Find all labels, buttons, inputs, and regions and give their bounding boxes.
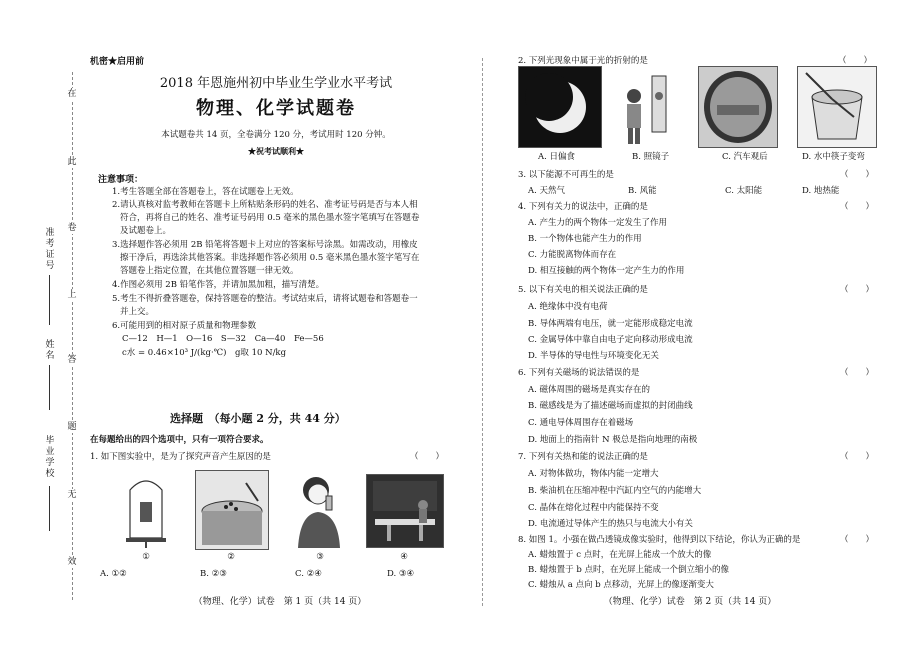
q2-option-a[interactable]: A. 日偏食 bbox=[538, 152, 576, 162]
exam-page-2 bbox=[460, 0, 920, 650]
q8-option-c[interactable]: C. 蜡烛从 a 点向 b 点移动，光屏上的像逐渐变大 bbox=[528, 580, 714, 590]
notice-title: 注意事项： bbox=[98, 175, 144, 185]
answer-paren-4[interactable]: （ ） bbox=[840, 202, 875, 212]
answer-paren-2[interactable]: （ ） bbox=[838, 56, 873, 66]
figure-label: ① bbox=[142, 552, 150, 562]
q1-option-b[interactable]: B. ②③ bbox=[200, 569, 227, 579]
question-5: 5. 以下有关电的相关说法正确的是 bbox=[518, 285, 648, 295]
notice-line: 6.可能用到的相对原子质量和物理参数 bbox=[112, 321, 257, 331]
q7-option-d[interactable]: D. 电流通过导体产生的热只与电流大小有关 bbox=[528, 519, 693, 529]
exam-info: 本试题卷共 14 页，全卷满分 120 分，考试用时 120 分钟。 bbox=[161, 130, 391, 140]
notice-line: 擦干净后，再选涂其他答案。非选择题作答必须用 0.5 毫米黑色墨水签字笔写在 bbox=[120, 253, 420, 263]
binding-char: 效 bbox=[67, 557, 77, 567]
page-footer: （物理、化学）试卷 第 1 页（共 14 页） bbox=[193, 597, 367, 607]
q7-option-b[interactable]: B. 柴油机在压缩冲程中汽缸内空气的内能增大 bbox=[528, 486, 702, 496]
q4-option-d[interactable]: D. 相互接触的两个物体一定产生力的作用 bbox=[528, 266, 685, 276]
bell-jar-figure bbox=[122, 468, 170, 548]
exam-number-field[interactable] bbox=[49, 275, 50, 325]
question-8: 8. 如图 1。小强在做凸透镜成像实验时，他得到以下结论，你认为正确的是 bbox=[518, 535, 801, 545]
secret-label: 机密★启用前 bbox=[90, 57, 145, 67]
answer-paren-1[interactable]: （ ） bbox=[410, 452, 445, 462]
figure-label: ③ bbox=[316, 552, 324, 562]
wish-text: ★祝考试顺利★ bbox=[248, 146, 304, 156]
exam-title: 2018 年恩施州初中毕业生学业水平考试 bbox=[159, 76, 393, 91]
binding-char: 在 bbox=[67, 89, 77, 99]
q3-option-d[interactable]: D. 地热能 bbox=[802, 186, 840, 196]
answer-paren-5[interactable]: （ ） bbox=[840, 285, 875, 295]
boy-speaking-figure bbox=[292, 468, 348, 548]
school-label: 毕业学校 bbox=[45, 436, 55, 479]
notice-line: 2.请认真核对监考教师在答题卡上所粘贴条形码的姓名、准考证号码是否与本人相 bbox=[112, 200, 418, 210]
q6-option-d[interactable]: D. 地面上的指南针 N 极总是指向地理的南极 bbox=[528, 435, 698, 445]
page-footer: （物理、化学）试卷 第 2 页（共 14 页） bbox=[603, 597, 777, 607]
q1-option-d[interactable]: D. ③④ bbox=[387, 569, 415, 579]
q3-option-c[interactable]: C. 太阳能 bbox=[725, 186, 763, 196]
car-mirror-image bbox=[698, 66, 778, 148]
binding-char: 题 bbox=[67, 422, 77, 432]
q7-option-a[interactable]: A. 对物体做功，物体内能一定增大 bbox=[528, 469, 659, 479]
q2-option-b[interactable]: B. 照镜子 bbox=[632, 152, 670, 162]
drum-figure bbox=[195, 470, 269, 550]
q2-option-d[interactable]: D. 水中筷子变弯 bbox=[802, 152, 865, 162]
notice-line: 5.考生不得折叠答题卷，保持答题卷的整洁。考试结束后，请将试题卷和答题卷一 bbox=[112, 294, 418, 304]
notice-line: 1.考生答题全部在答题卷上，答在试题卷上无效。 bbox=[112, 187, 299, 197]
figure-label: ② bbox=[227, 552, 235, 562]
binding-char: 无 bbox=[67, 490, 77, 500]
q5-option-d[interactable]: D. 半导体的导电性与环境变化无关 bbox=[528, 351, 659, 361]
exam-subject-title: 物理、化学试题卷 bbox=[196, 98, 356, 119]
answer-paren-3[interactable]: （ ） bbox=[840, 170, 875, 180]
q6-option-a[interactable]: A. 磁体周围的磁场是真实存在的 bbox=[528, 385, 651, 395]
q4-option-b[interactable]: B. 一个物体也能产生力的作用 bbox=[528, 234, 642, 244]
binding-char: 此 bbox=[67, 157, 77, 167]
question-7: 7. 下列有关热和能的说法正确的是 bbox=[518, 452, 648, 462]
q5-option-c[interactable]: C. 金属导体中靠自由电子定向移动形成电流 bbox=[528, 335, 693, 345]
q2-option-c[interactable]: C. 汽车观后 bbox=[722, 152, 768, 162]
q4-option-a[interactable]: A. 产生力的两个物体一定发生了作用 bbox=[528, 218, 668, 228]
binding-char: 上 bbox=[67, 290, 77, 300]
notice-line: 及试题卷上。 bbox=[120, 226, 172, 236]
question-6: 6. 下列有关磁场的说法错误的是 bbox=[518, 368, 640, 378]
q4-option-c[interactable]: C. 力能脱离物体而存在 bbox=[528, 250, 617, 260]
chopstick-water-image bbox=[797, 66, 877, 148]
notice-line: 4.作图必须用 2B 铅笔作答，并请加黑加粗，描写清楚。 bbox=[112, 280, 325, 290]
notice-line: 符合，再将自己的姓名、准考证号码用 0.5 毫米的黑色墨水签字笔填写在答题卷 bbox=[120, 213, 420, 223]
binding-char: 答 bbox=[67, 355, 77, 365]
atomic-masses: C—12 H—1 O—16 S—32 Ca—40 Fe—56 bbox=[122, 334, 324, 344]
school-field[interactable] bbox=[49, 486, 50, 531]
notice-line: 3.选择题作答必须用 2B 铅笔将答题卡上对应的答案标号涂黑。如需改动，用橡皮 bbox=[112, 240, 418, 250]
solar-eclipse-image bbox=[518, 66, 602, 148]
question-1: 1. 如下图实验中，是为了探究声音产生原因的是 bbox=[90, 452, 271, 462]
figure-label: ④ bbox=[400, 552, 408, 562]
exam-number-label: 准考证号 bbox=[45, 228, 55, 271]
physics-params: c水 = 0.46×10³ J/(kg·℃) g取 10 N/kg bbox=[122, 348, 287, 358]
notice-line: 并上交。 bbox=[120, 307, 155, 317]
question-4: 4. 下列有关力的说法中，正确的是 bbox=[518, 202, 648, 212]
answer-paren-7[interactable]: （ ） bbox=[840, 452, 875, 462]
question-3: 3. 以下能源不可再生的是 bbox=[518, 170, 614, 180]
q1-option-a[interactable]: A. ①② bbox=[100, 569, 127, 579]
q3-option-a[interactable]: A. 天然气 bbox=[528, 186, 566, 196]
q1-option-c[interactable]: C. ②④ bbox=[295, 569, 322, 579]
q8-option-a[interactable]: A. 蜡烛置于 c 点时，在光屏上能成一个放大的像 bbox=[528, 550, 712, 560]
q5-option-b[interactable]: B. 导体两端有电压，就一定能形成稳定电流 bbox=[528, 319, 693, 329]
q6-option-c[interactable]: C. 通电导体周围存在着磁场 bbox=[528, 418, 634, 428]
notice-line: 答题卷上指定位置，在其他位置答题一律无效。 bbox=[120, 266, 299, 276]
binding-char: 卷 bbox=[67, 223, 77, 233]
section-title: 选择题 （每小题 2 分，共 44 分） bbox=[170, 412, 346, 425]
q5-option-a[interactable]: A. 绝缘体中没有电荷 bbox=[528, 302, 608, 312]
answer-paren-6[interactable]: （ ） bbox=[840, 368, 875, 378]
question-2: 2. 下列光现象中属于光的折射的是 bbox=[518, 56, 648, 66]
section-desc: 在每题给出的四个选项中，只有一项符合要求。 bbox=[90, 435, 269, 445]
mirror-image bbox=[612, 66, 676, 146]
q6-option-b[interactable]: B. 磁感线是为了描述磁场而虚拟的封闭曲线 bbox=[528, 401, 693, 411]
name-field[interactable] bbox=[49, 365, 50, 410]
q3-option-b[interactable]: B. 风能 bbox=[628, 186, 657, 196]
answer-paren-8[interactable]: （ ） bbox=[840, 535, 875, 545]
name-label: 姓名 bbox=[45, 340, 55, 361]
classroom-figure bbox=[366, 474, 444, 548]
q7-option-c[interactable]: C. 晶体在熔化过程中内能保持不变 bbox=[528, 503, 659, 513]
q8-option-b[interactable]: B. 蜡烛置于 b 点时，在光屏上能成一个倒立缩小的像 bbox=[528, 565, 729, 575]
